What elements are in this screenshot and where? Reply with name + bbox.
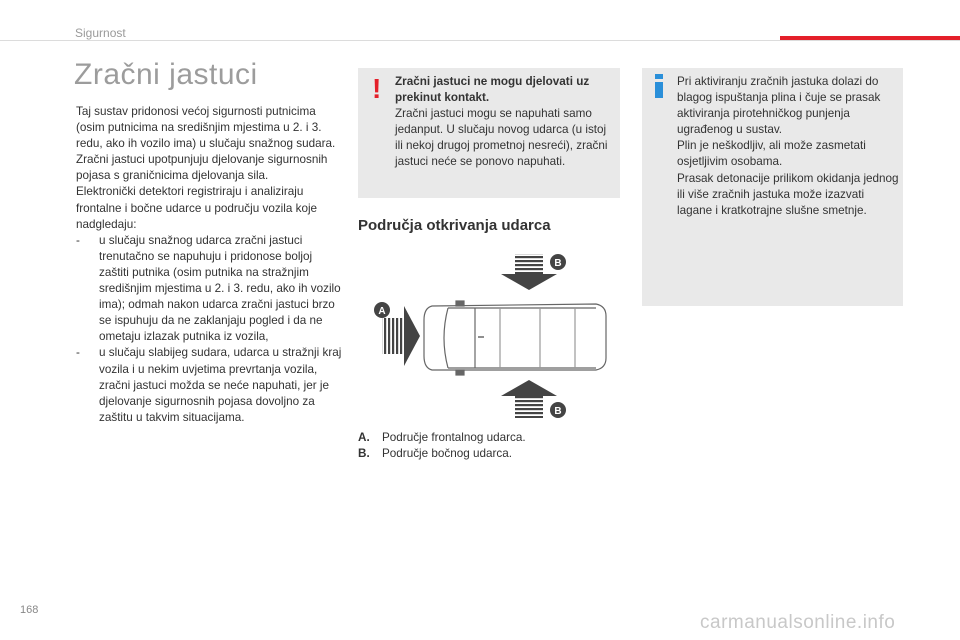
intro-paragraph-2: Elektronički detektori registriraju i analiziraju frontalne i bočne udarce u području vozila koje nadgledaju: (76, 185, 318, 231)
warning-text (395, 74, 613, 171)
list-item (76, 345, 342, 425)
diagram-legend (358, 430, 526, 462)
header-divider (0, 40, 960, 41)
legend-text: Područje frontalnog udarca. (382, 431, 526, 444)
header-accent-bar (780, 36, 960, 40)
warning-body-text: Zračni jastuci mogu se napuhati samo jedanput. U slučaju novog udarca (u istoj ili nekoj drugoj prometnoj nesreći), zračni jastuci neće se ponovo napuhati. (395, 107, 608, 169)
badge-b-bottom-label: B (554, 406, 562, 417)
info-paragraph-3: Prasak detonacije prilikom okidanja jednog ili više zračnih jastuka može izazvati lagane i kratkotrajne slušne smetnje. (677, 171, 899, 217)
list-item-text: u slučaju slabijeg sudara, udarca u stražnji kraj vozila i u nekim uvjetima prevrtanja vozila, zračni jastuci možda se neće napuhati, jer je djelovanje sigurnosnih pojasa dovoljno za zaštitu u takvim situacijama. (99, 346, 342, 424)
impact-zones-diagram (360, 244, 620, 424)
section-label: Sigurnost (75, 26, 126, 40)
page-title: Zračni jastuci (74, 58, 258, 91)
page-number: 168 (20, 604, 39, 616)
list-item (76, 233, 342, 346)
watermark: carmanualsonline.info (700, 612, 896, 633)
legend-key: B. (358, 447, 370, 461)
intro-paragraph-1: Taj sustav pridonosi većoj sigurnosti putnicima (osim putnicima na središnjim mjestima u 2. i 3. redu, ako ih vozilo ima) u slučaju snažnog sudara. Zračni jastuci upotpunjuju djelovanje sigurnosnih pojasa s graničnicima djelovanja sila. (76, 105, 336, 183)
vehicle-top-view-icon (424, 301, 606, 375)
list-item-text: u slučaju snažnog udarca zračni jastuci trenutačno se napuhuju i pridonose boljoj zaštiti putnika (osim putnika na stražnjim središnjim mjestima u 2. i 3. redu, ako ih vozilo ima); odmah nakon udarca zračni jastuci brzo se ispuhuju da ne zaklanjaju pogled i da ne ometaju izlazak putnika iz vozila, (99, 233, 341, 344)
warning-icon: ! (372, 73, 382, 104)
info-icon (654, 74, 664, 96)
intro-column (76, 104, 342, 426)
list-dash: - (76, 346, 80, 360)
legend-item (358, 446, 526, 462)
side-impact-arrow-bottom (501, 380, 557, 418)
warning-bold-text: Zračni jastuci ne mogu djelovati uz prekinut kontakt. (395, 75, 590, 105)
detection-heading: Područja otkrivanja udarca (358, 217, 551, 234)
badge-b-top-label: B (554, 258, 562, 269)
badge-a-label: A (378, 306, 386, 317)
info-paragraph-1: Pri aktiviranju zračnih jastuka dolazi do blagog ispuštanja plina i čuje se prasak aktiviranja pirotehničkog punjenja ugrađenog u sustav. (677, 75, 881, 137)
list-dash: - (76, 233, 80, 247)
legend-text: Područje bočnog udarca. (382, 447, 512, 461)
legend-item (358, 430, 526, 446)
side-impact-arrow-top (501, 254, 557, 290)
info-paragraph-2: Plin je neškodljiv, ali može zasmetati osjetljivim osobama. (677, 139, 866, 169)
info-text (677, 74, 899, 219)
legend-key: A. (358, 431, 370, 444)
